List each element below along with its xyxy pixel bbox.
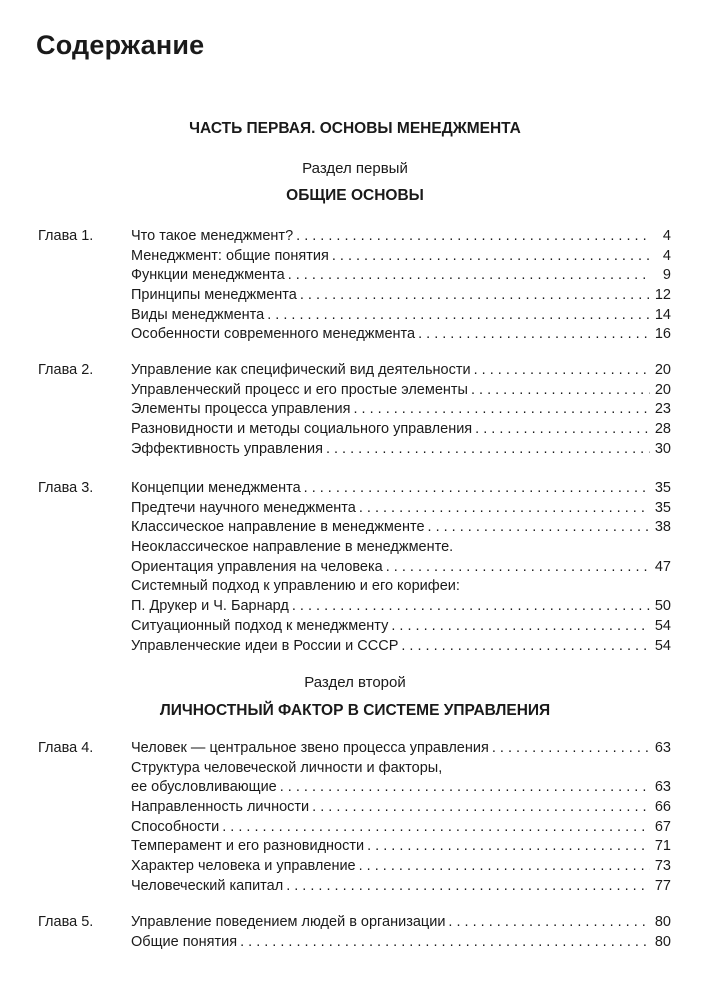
toc-entry-title: Общие понятия (131, 933, 238, 950)
toc-entry-title: Человеческий капитал (131, 877, 284, 894)
part-title: ЧАСТЬ ПЕРВАЯ. ОСНОВЫ МЕНЕДЖМЕНТА (189, 120, 521, 137)
toc-page-number: 63 (654, 779, 671, 796)
toc-entry-title: Системный подход к управлению и его корифеи: (131, 578, 460, 595)
toc-entry-title: Функции менеджмента (131, 267, 285, 284)
toc-entry-title: Элементы процесса управления (131, 401, 351, 418)
toc-page-number: 4 (662, 228, 671, 244)
toc-entry-title: Особенности современного менеджмента (131, 326, 416, 343)
dot-leader (292, 597, 650, 617)
toc-entry-title: Человек — центральное звено процесса управления (131, 740, 489, 756)
toc-page-number: 28 (654, 421, 671, 438)
toc-page-number: 73 (654, 858, 671, 875)
toc-page-number: 50 (654, 598, 671, 615)
toc-page-number: 54 (654, 637, 671, 654)
toc-entry-title: Концепции менеджмента (131, 480, 301, 496)
toc-entry[interactable] (131, 440, 671, 460)
toc-entry[interactable] (131, 933, 671, 953)
toc-entry[interactable] (131, 818, 671, 838)
toc-entry-title: Ориентация управления на человека (131, 558, 383, 575)
section-label: Раздел первый (302, 160, 408, 177)
toc-entry-title: Неоклассическое направление в менеджменте. (131, 539, 454, 556)
toc-entry[interactable] (131, 857, 671, 877)
toc-entry-title: Ситуационный подход к менеджменту (131, 617, 389, 634)
toc-entry[interactable] (131, 306, 671, 326)
dot-leader (296, 227, 650, 247)
toc-entry[interactable] (131, 361, 671, 381)
dot-leader (312, 798, 650, 818)
dot-leader (240, 933, 650, 953)
dot-leader (367, 837, 650, 857)
toc-page-number: 80 (654, 933, 671, 950)
toc-entry[interactable] (131, 325, 671, 345)
toc-page-number: 80 (654, 914, 671, 930)
toc-page-number: 54 (654, 617, 671, 634)
toc-entry-title: Разновидности и методы социального управления (131, 421, 473, 438)
toc-entry[interactable] (131, 266, 671, 286)
dot-leader (288, 266, 650, 286)
dot-leader (471, 381, 650, 401)
dot-leader (359, 499, 650, 519)
toc-page-number: 20 (654, 362, 671, 378)
dot-leader (448, 913, 650, 933)
toc-page-number: 71 (654, 838, 671, 855)
toc-entry[interactable] (131, 637, 671, 657)
toc-entries (131, 227, 671, 345)
toc-entry[interactable] (131, 479, 671, 499)
toc-entry-title: Управленческий процесс и его простые элементы (131, 381, 468, 398)
toc-entries (131, 913, 671, 952)
toc-page-number: 67 (654, 818, 671, 835)
toc-page-number: 47 (654, 558, 671, 575)
toc-entry[interactable] (131, 227, 671, 247)
page-title: Содержание (36, 30, 205, 60)
toc-entry[interactable] (131, 381, 671, 401)
toc-entry-title: Способности (131, 818, 220, 835)
chapter-label: Глава 4. (38, 740, 94, 756)
dot-leader (222, 818, 650, 838)
toc-page-number: 63 (654, 740, 671, 756)
dot-leader (475, 420, 650, 440)
toc-entry[interactable] (131, 837, 671, 857)
toc-entries (131, 739, 671, 897)
dot-leader (353, 400, 650, 420)
toc-entries (131, 479, 671, 656)
toc-entry-title: Что такое менеджмент? (131, 228, 294, 244)
toc-entry[interactable] (131, 617, 671, 637)
toc-entry-title: Классическое направление в менеджменте (131, 519, 425, 536)
dot-leader (386, 558, 650, 578)
dot-leader (474, 361, 650, 381)
toc-entry[interactable] (131, 558, 671, 578)
dot-leader (418, 325, 650, 345)
toc-entry[interactable] (131, 247, 671, 267)
toc-entry-title: ее обусловливающие (131, 779, 277, 796)
toc-entry-title: Структура человеческой личности и факторы, (131, 759, 443, 776)
dot-leader (280, 778, 650, 798)
toc-entry[interactable] (131, 499, 671, 519)
toc-page-number: 35 (654, 499, 671, 516)
toc-entry[interactable] (131, 597, 671, 617)
toc-entry[interactable] (131, 913, 671, 933)
dot-leader (428, 518, 650, 538)
dot-leader (332, 247, 650, 267)
dot-leader (492, 739, 650, 759)
dot-leader (300, 286, 650, 306)
section-title: ЛИЧНОСТНЫЙ ФАКТОР В СИСТЕМЕ УПРАВЛЕНИЯ (159, 702, 551, 719)
toc-page-number: 23 (654, 401, 671, 418)
toc-entry[interactable] (131, 778, 671, 798)
toc-page-number: 66 (654, 799, 671, 816)
toc-page-number: 14 (654, 306, 671, 323)
toc-entry[interactable] (131, 877, 671, 897)
section-title: ОБЩИЕ ОСНОВЫ (286, 187, 424, 204)
dot-leader (267, 306, 650, 326)
dot-leader (401, 637, 650, 657)
toc-page-number: 30 (654, 440, 671, 457)
toc-entry-title: Предтечи научного менеджмента (131, 499, 356, 516)
toc-page-number: 38 (654, 519, 671, 536)
toc-entry-title: Управление поведением людей в организации (131, 914, 446, 930)
chapter-label: Глава 5. (38, 914, 94, 930)
toc-entry-title: П. Друкер и Ч. Барнард (131, 598, 289, 615)
dot-leader (359, 857, 650, 877)
toc-page-number: 16 (654, 326, 671, 343)
toc-entry-title: Темперамент и его разновидности (131, 838, 365, 855)
chapter-label: Глава 3. (38, 480, 94, 496)
chapter-label: Глава 1. (38, 228, 94, 244)
toc-entries (131, 361, 671, 459)
section-label: Раздел второй (304, 674, 406, 691)
toc-entry-title: Направленность личности (131, 799, 310, 816)
toc-entry-title: Эффективность управления (131, 440, 323, 457)
toc-page-number: 12 (654, 287, 671, 304)
toc-entry[interactable] (131, 739, 671, 759)
chapter-label: Глава 2. (38, 362, 94, 378)
toc-entry-title: Виды менеджмента (131, 306, 265, 323)
toc-entry[interactable] (131, 286, 671, 306)
toc-page-number: 20 (654, 381, 671, 398)
toc-entry-title: Характер человека и управление (131, 858, 356, 875)
toc-page-number: 77 (654, 877, 671, 894)
toc-entry-title: Управленческие идеи в России и СССР (131, 637, 399, 654)
toc-page-number: 35 (654, 480, 671, 496)
toc-page-number: 4 (662, 247, 671, 264)
toc-entry[interactable] (131, 400, 671, 420)
dot-leader (326, 440, 650, 460)
toc-entry[interactable] (131, 420, 671, 440)
dot-leader (391, 617, 650, 637)
toc-page-number: 9 (662, 267, 671, 284)
toc-entry-title: Управление как специфический вид деятельности (131, 362, 471, 378)
dot-leader (304, 479, 650, 499)
toc-entry-title: Принципы менеджмента (131, 287, 297, 304)
toc-entry-title: Менеджмент: общие понятия (131, 247, 329, 264)
toc-entry[interactable] (131, 798, 671, 818)
dot-leader (286, 877, 650, 897)
toc-entry[interactable] (131, 518, 671, 538)
